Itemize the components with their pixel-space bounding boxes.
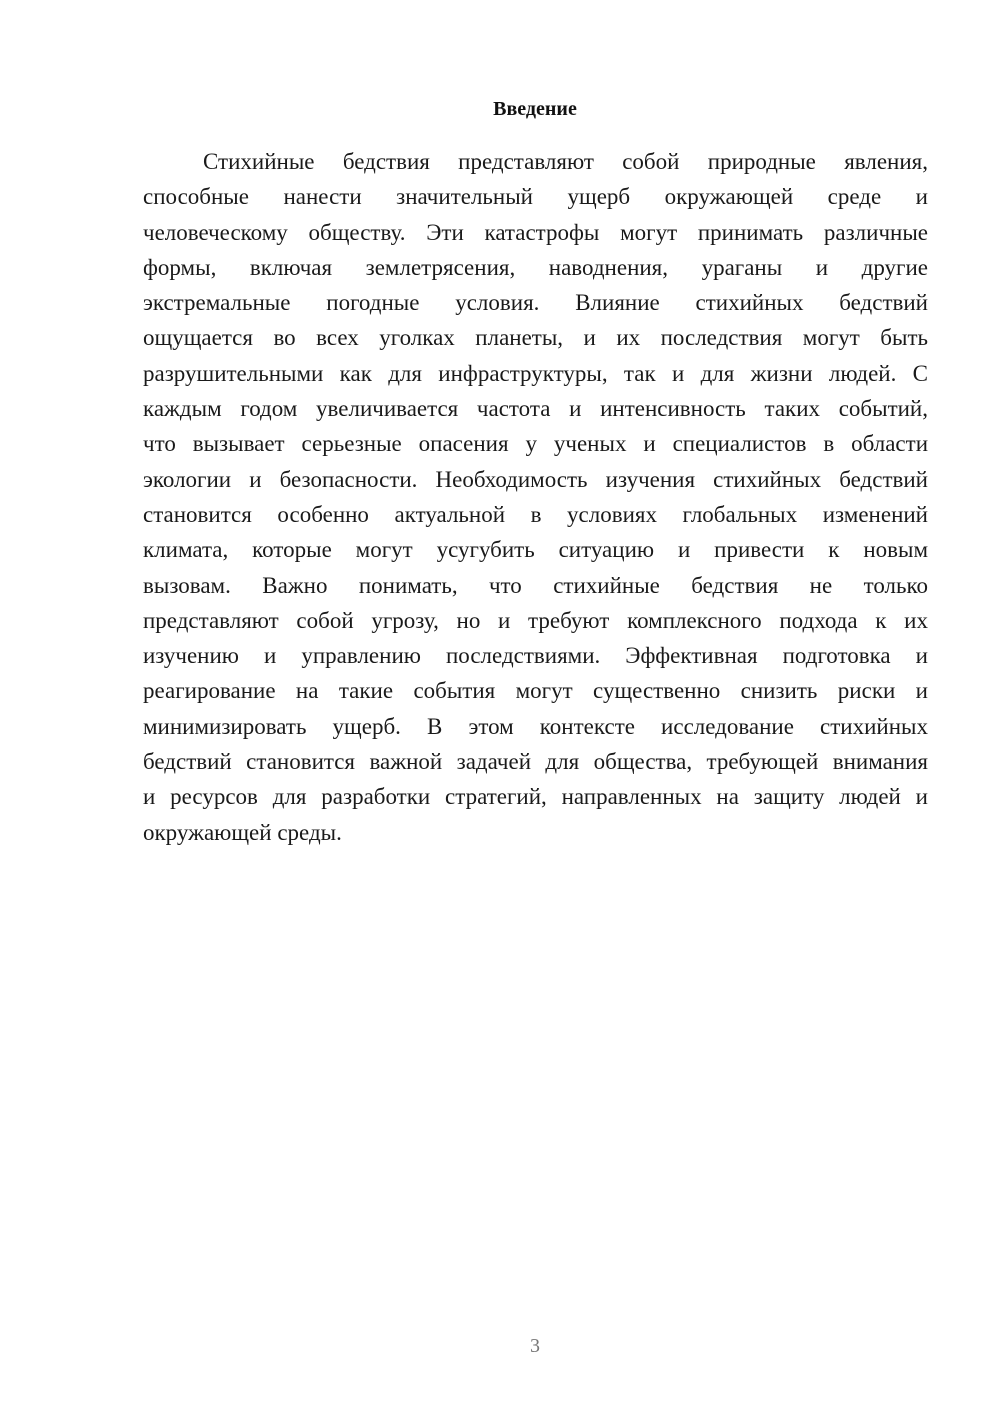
- paragraph-line: представляют собой угрозу, но и требуют комплексного подхода к их: [143, 607, 928, 633]
- section-heading: Введение: [493, 98, 577, 120]
- paragraph-line: каждым годом увеличивается частота и интенсивность таких событий,: [143, 396, 928, 422]
- paragraph-line: Стихийные бедствия представляют собой природные явления,: [203, 149, 928, 174]
- paragraph-line: окружающей среды.: [143, 819, 342, 845]
- body-paragraph: [143, 144, 928, 850]
- paragraph-line: ощущается во всех уголках планеты, и их последствия могут быть: [143, 325, 928, 351]
- paragraph-line: климата, которые могут усугубить ситуацию и привести к новым: [143, 537, 928, 563]
- paragraph-line: вызовам. Важно понимать, что стихийные бедствия не только: [143, 572, 928, 598]
- paragraph-line: изучению и управлению последствиями. Эффективная подготовка и: [143, 643, 928, 669]
- paragraph-line: разрушительными как для инфраструктуры, так и для жизни людей. С: [143, 360, 928, 386]
- paragraph-line: формы, включая землетрясения, наводнения, ураганы и другие: [143, 254, 928, 280]
- paragraph-line: бедствий становится важной задачей для общества, требующей внимания: [143, 749, 928, 775]
- paragraph-line: экологии и безопасности. Необходимость изучения стихийных бедствий: [143, 466, 928, 492]
- page-number: 3: [530, 1335, 540, 1357]
- paragraph-line: минимизировать ущерб. В этом контексте исследование стихийных: [143, 713, 928, 739]
- paragraph-line: реагирование на такие события могут существенно снизить риски и: [143, 678, 928, 704]
- paragraph-line: человеческому обществу. Эти катастрофы могут принимать различные: [143, 219, 928, 245]
- paragraph-line: и ресурсов для разработки стратегий, направленных на защиту людей и: [143, 784, 928, 810]
- paragraph-line: что вызывает серьезные опасения у ученых и специалистов в области: [143, 431, 928, 457]
- paragraph-line: экстремальные погодные условия. Влияние стихийных бедствий: [143, 290, 928, 316]
- paragraph-line: становится особенно актуальной в условиях глобальных изменений: [143, 501, 928, 527]
- paragraph-line: способные нанести значительный ущерб окружающей среде и: [143, 184, 928, 210]
